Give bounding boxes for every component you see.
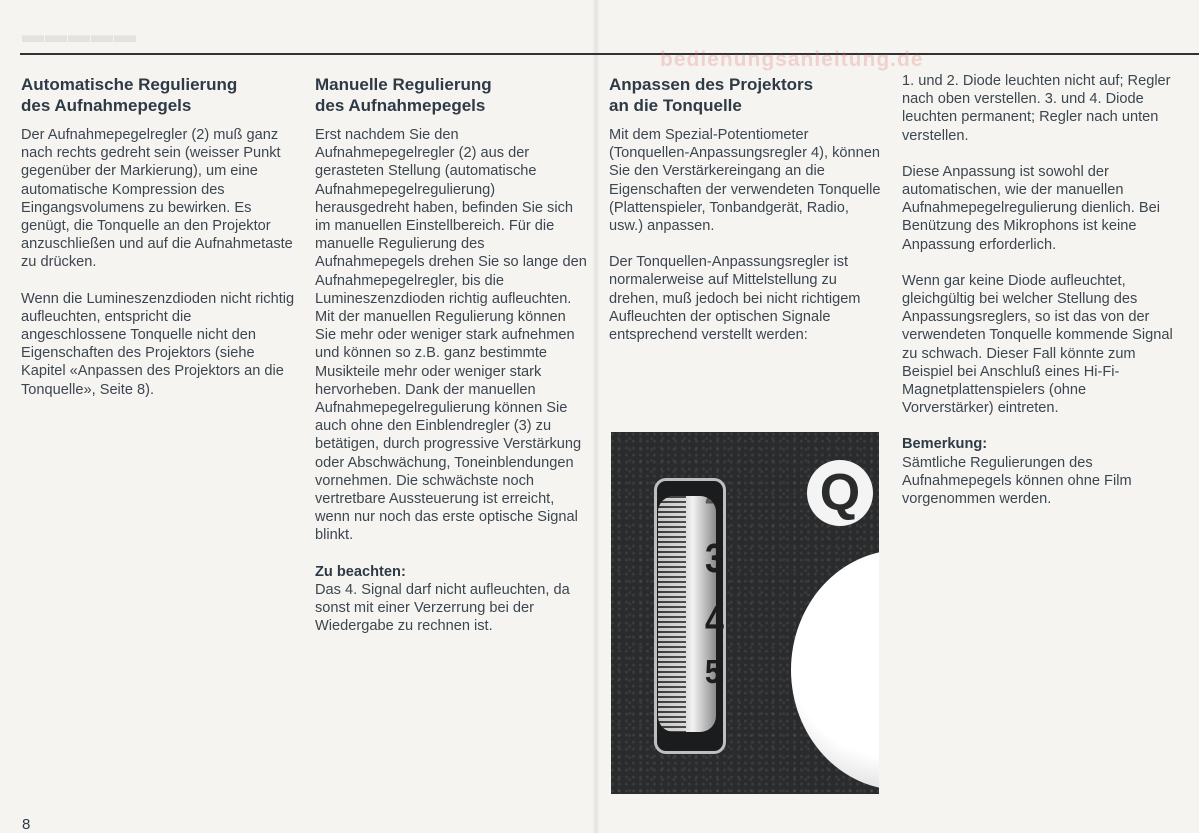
paragraph: Erst nachdem Sie den Aufnahmepegelregler (2) aus der gerasteten Stellung (automatische Aufnahmepegelregulierung) herausgedreht haben, befinden Sie sich im manuellen Einstellbereich. Für die manuelle Regulierung des Aufnahmepegels drehen Sie so lange den Aufnahmepegelregler, bis die Lumineszenzdioden richtig aufleuchten. Mit der manuellen Regulierung können Sie mehr oder weniger stark aufnehmen und können so z.B. ganz bestimmte Musikteile mehr oder weniger stark hervorheben. Dank der manuellen Aufnahmepegelregulierung können Sie auch ohne den Einblendregler (3) zu betätigen, durch progressive Verstärkung oder Abschwächung, Toneinblendungen vornehmen. Die schwächste noch vertretbare Aussteuerung ist erreicht, wenn nur noch das erste optische Signal blinkt. [315,127,587,544]
page-gutter [592,0,600,833]
column-manual-regulation [315,74,590,635]
paragraph: Wenn die Lumineszenzdioden nicht richtig aufleuchten, entspricht die angeschlossene Tonquelle nicht den Eigenschaften des Projektors (siehe Kapitel «Anpassen des Projektors an die Tonquelle», Seite 8). [21,290,295,398]
note-title: Zu beachten: [315,563,406,580]
q-badge-letter: Q [819,464,861,522]
column-diode-instructions [902,72,1177,508]
q-badge [807,460,873,526]
dial-knurling [658,496,686,732]
dial-photo [611,432,879,794]
column-automatic-regulation [21,74,296,417]
heading-line: Automatische Regulierung [21,75,238,94]
watermark: bedienungsanleitung.de [660,48,924,71]
note-title: Bemerkung: [902,436,988,453]
note-text: Sämtliche Regulierungen des Aufnahmepegels können ohne Film vorgenommen werden. [902,454,1132,508]
paragraph: 1. und 2. Diode leuchten nicht auf; Regler nach oben verstellen. 3. und 4. Diode leuchten permanent; Regler nach unten verstellen. [902,73,1171,144]
dial-digit: 3 [705,536,724,582]
page-number: 8 [22,816,31,833]
note-text: Das 4. Signal darf nicht aufleuchten, da sonst mit einer Verzerrung bei der Wiedergabe zu rechnen ist. [315,581,570,635]
dial-digit: 2 [705,479,718,510]
heading-line: an die Tonquelle [609,96,742,115]
section-heading [315,74,590,116]
top-rule [20,53,1199,55]
heading-line: Manuelle Regulierung [315,75,492,94]
large-knob [791,550,879,790]
heading-line: des Aufnahmepegels [21,96,192,115]
heading-line: Anpassen des Projektors [609,75,814,94]
section-heading [21,74,296,116]
column-source-adaptation [609,74,881,362]
dial-digit: 5 [705,652,721,690]
paragraph: Der Aufnahmepegelregler (2) muß ganz nach rechts gedreht sein (weisser Punkt gegenüber der Markierung), um eine automatische Kompression des Eingangsvolumens zu bewirken. Es genügt, die Tonquelle an den Projektor anzuschließen und auf die Aufnahmetaste zu drücken. [21,127,293,271]
paragraph: Wenn gar keine Diode aufleuchtet, gleichgültig bei welcher Stellung des Anpassungsreglers, so ist das von der verwendeten Tonquelle kommende Signal zu schwach. Dieser Fall könnte zum Beispiel bei Anschluß eines Hi-Fi-Magnetplattenspielers (ohne Vorverstärker) eintreten. [902,272,1173,417]
note-block [315,563,590,636]
paragraph: Diese Anpassung ist sowohl der automatischen, wie der manuellen Aufnahmepegelregulierung dienlich. Bei Benützung des Mikrophons ist keine Anpassung erforderlich. [902,163,1160,253]
faded-header-mark: ▬▬▬▬▬ [22,22,137,47]
paragraph: Mit dem Spezial-Potentiometer (Tonquellen-Anpassungsregler 4), können Sie den Verstärkereingang an die Eigenschaften der verwendeten Tonquelle (Plattenspieler, Tonbandgerät, Radio, usw.) anpassen. [609,127,881,235]
section-heading [609,74,881,116]
paragraph: Der Tonquellen-Anpassungsregler ist normalerweise auf Mittelstellung zu drehen, muß jedoch bei nicht richtigem Aufleuchten der optischen Signale entsprechend verstellt werden: [609,254,861,344]
heading-line: des Aufnahmepegels [315,96,486,115]
dial-digit: 4 [705,598,724,644]
note-block [902,435,1177,508]
